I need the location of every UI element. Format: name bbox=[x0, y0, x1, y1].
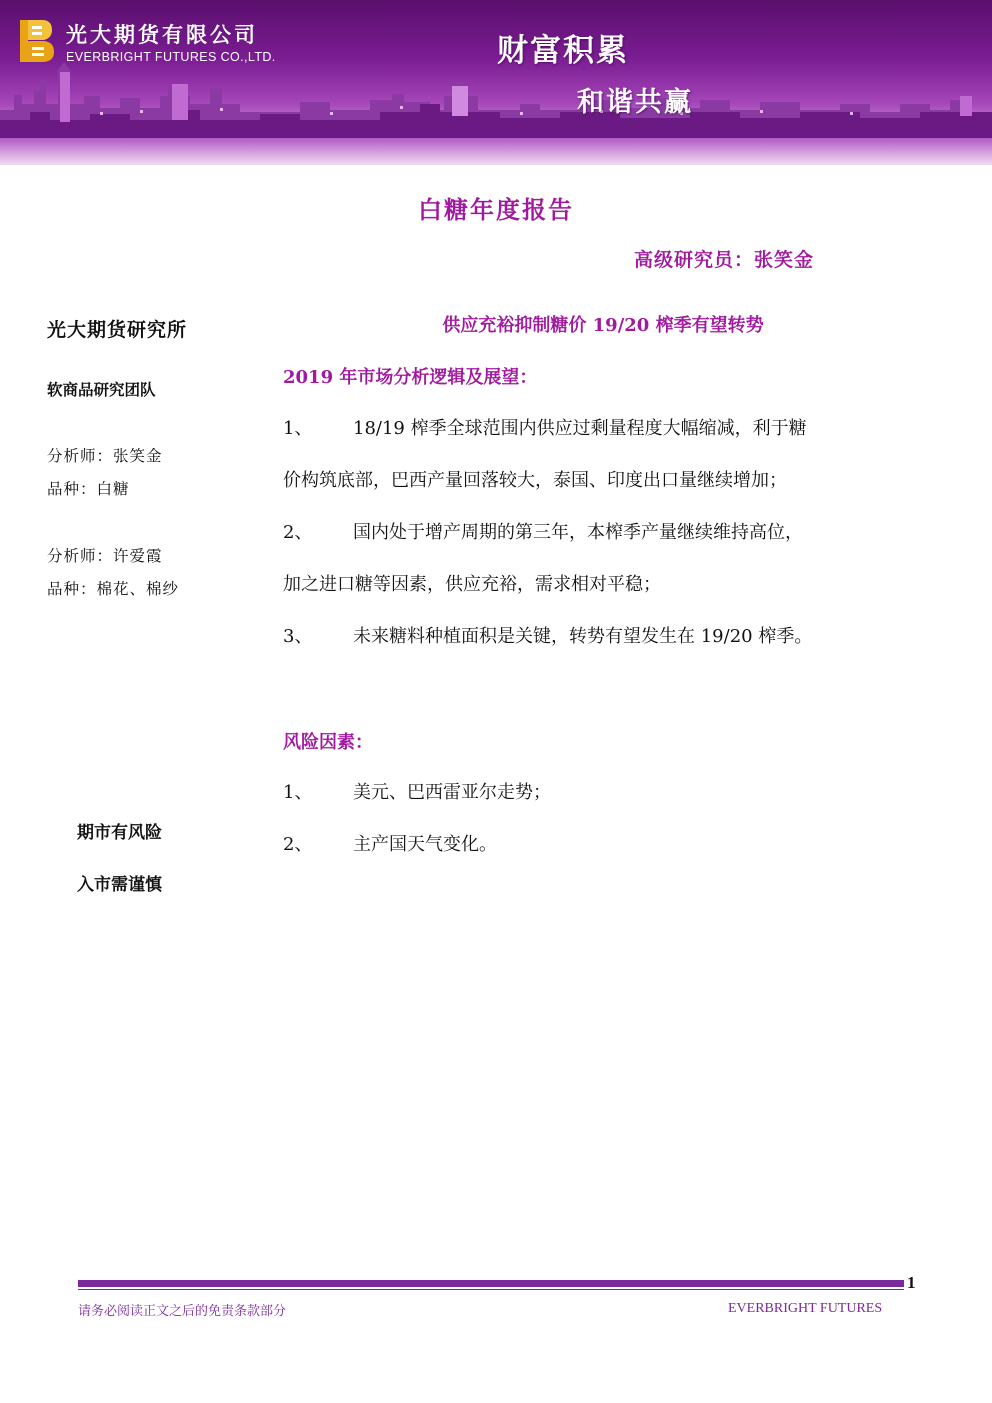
sidebar-institute: 光大期货研究所 bbox=[47, 319, 188, 341]
report-subtitle: 供应充裕抑制糖价 19/20 榨季有望转势 bbox=[442, 315, 764, 336]
sidebar-analyst-2: 分析师：许爱霞 bbox=[47, 547, 163, 565]
slogan-line-1: 财富积累 bbox=[497, 33, 629, 69]
header-banner bbox=[0, 0, 992, 165]
risk-note-line-1: 期市有风险 bbox=[77, 823, 162, 843]
list-text: 主产国天气变化。 bbox=[353, 834, 497, 855]
list-number: 3、 bbox=[283, 626, 313, 647]
company-name-en: EVERBRIGHT FUTURES CO.,LTD. bbox=[66, 50, 276, 64]
list-number: 2、 bbox=[283, 522, 313, 543]
author-line: 高级研究员：张笑金 bbox=[634, 249, 815, 271]
list-text-continued: 价构筑底部，巴西产量回落较大，泰国、印度出口量继续增加； bbox=[283, 470, 787, 491]
sidebar-team: 软商品研究团队 bbox=[47, 380, 156, 399]
report-title: 白糖年度报告 bbox=[418, 195, 574, 224]
footer-divider bbox=[78, 1280, 904, 1287]
sidebar-variety-1: 品种：白糖 bbox=[47, 480, 130, 498]
list-number: 1、 bbox=[283, 418, 313, 439]
list-number: 2、 bbox=[283, 834, 313, 855]
list-text: 国内处于增产周期的第三年，本榨季产量继续维持高位， bbox=[353, 522, 803, 543]
list-text: 美元、巴西雷亚尔走势； bbox=[353, 782, 551, 803]
footer-disclaimer: 请务必阅读正文之后的免责条款部分 bbox=[78, 1304, 287, 1319]
sidebar-analyst-1: 分析师：张笑金 bbox=[47, 447, 163, 465]
analysis-heading: 2019 年市场分析逻辑及展望： bbox=[283, 367, 538, 388]
risk-heading: 风险因素： bbox=[283, 732, 373, 753]
list-number: 1、 bbox=[283, 782, 313, 803]
sidebar-variety-2: 品种：棉花、棉纱 bbox=[47, 580, 180, 598]
list-text: 18/19 榨季全球范围内供应过剩量程度大幅缩减，利于糖 bbox=[353, 418, 807, 439]
company-name-cn: 光大期货有限公司 bbox=[66, 23, 258, 47]
list-text-continued: 加之进口糖等因素，供应充裕，需求相对平稳； bbox=[283, 574, 661, 595]
page-number: 1 bbox=[907, 1273, 916, 1292]
everbright-b-logo-icon bbox=[20, 20, 54, 62]
footer-brand: EVERBRIGHT FUTURES bbox=[728, 1301, 883, 1316]
list-text: 未来糖料种植面积是关键，转势有望发生在 19/20 榨季。 bbox=[353, 626, 813, 647]
slogan-line-2: 和谐共赢 bbox=[577, 87, 693, 118]
risk-note-line-2: 入市需谨慎 bbox=[77, 875, 162, 895]
footer-divider-thin bbox=[78, 1289, 904, 1290]
